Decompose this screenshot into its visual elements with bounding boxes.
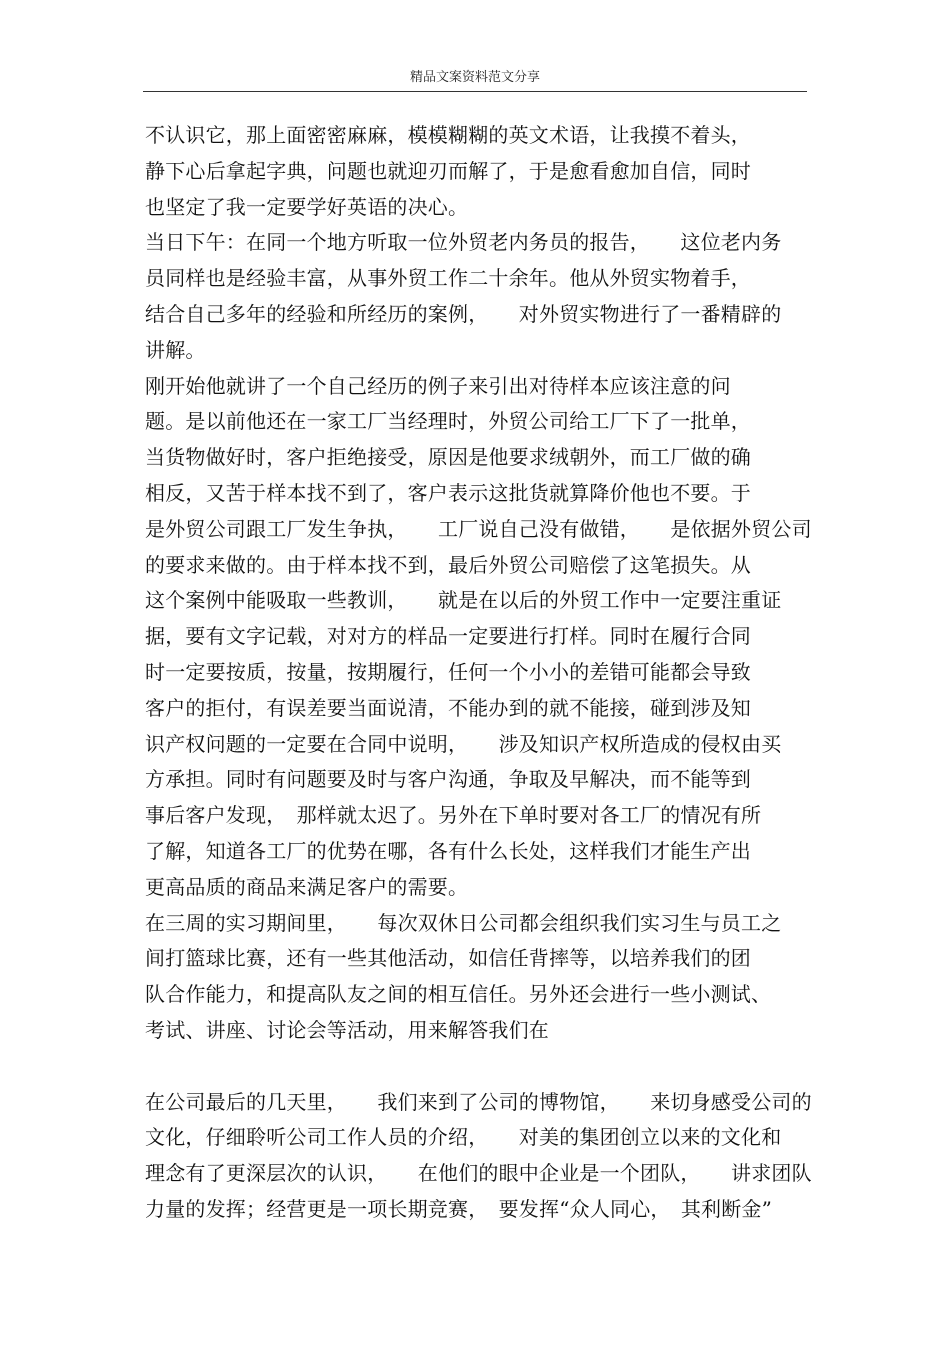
text-line: 静下心后拿起字典，问题也就迎刃而解了，于是愈看愈加自信，同时 bbox=[145, 158, 751, 183]
text-line: 在三周的实习期间里， 每次双休日公司都会组织我们实习生与员工之 bbox=[145, 910, 782, 935]
text-line: 识产权问题的一定要在合同中说明， 涉及知识产权所造成的侵权由买 bbox=[145, 731, 782, 756]
text-line: 队合作能力，和提高队友之间的相互信任。另外还会进行一些小测试、 bbox=[145, 982, 772, 1007]
text-line: 事后客户发现， 那样就太迟了。另外在下单时要对各工厂的情况有所 bbox=[145, 803, 762, 828]
text-line: 当货物做好时，客户拒绝接受，原因是他要求绒朝外，而工厂做的确 bbox=[145, 445, 751, 470]
text-line: 不认识它，那上面密密麻麻，模模糊糊的英文术语，让我摸不着头， bbox=[145, 123, 751, 147]
text-line: 时一定要按质，按量，按期履行，任何一个小小的差错可能都会导致 bbox=[145, 659, 751, 684]
text-line: 的要求来做的。由于样本找不到，最后外贸公司赔偿了这笔损失。从 bbox=[145, 552, 751, 577]
text-line: 相反，又苦于样本找不到了，客户表示这批货就算降价他也不要。于 bbox=[145, 480, 751, 505]
text-line: 刚开始他就讲了一个自己经历的例子来引出对待样本应该注意的问 bbox=[145, 373, 731, 398]
text-line: 是外贸公司跟工厂发生争执， 工厂说自己没有做错， 是依据外贸公司 bbox=[145, 516, 812, 541]
text-line: 题。是以前他还在一家工厂当经理时，外贸公司给工厂下了一批单， bbox=[145, 409, 751, 434]
text-line: 更高品质的商品来满足客户的需要。 bbox=[145, 874, 469, 899]
text-line: 考试、讲座、讨论会等活动，用来解答我们在 bbox=[145, 1017, 549, 1042]
page-header: 精品文案资料范文分享 bbox=[409, 70, 540, 85]
text-line: 了解，知道各工厂的优势在哪，各有什么长处，这样我们才能生产出 bbox=[145, 838, 751, 863]
text-line: 理念有了更深层次的认识， 在他们的眼中企业是一个团队， 讲求团队 bbox=[145, 1161, 812, 1186]
document-body bbox=[145, 118, 815, 1228]
text-line: 在公司最后的几天里， 我们来到了公司的博物馆， 来切身感受公司的 bbox=[145, 1089, 812, 1114]
text-line: 力量的发挥；经营更是一项长期竞赛， 要发挥“众人同心， 其利断金” bbox=[145, 1196, 773, 1221]
text-line: 间打篮球比赛，还有一些其他活动，如信任背摔等，以培养我们的团 bbox=[145, 946, 751, 971]
text-line: 据，要有文字记载，对对方的样品一定要进行打样。同时在履行合同 bbox=[145, 624, 751, 649]
text-line: 客户的拒付，有误差要当面说清，不能办到的就不能接，碰到涉及知 bbox=[145, 695, 751, 720]
text-line: 这个案例中能吸取一些教训， 就是在以后的外贸工作中一定要注重证 bbox=[145, 588, 782, 613]
header-divider bbox=[143, 91, 807, 92]
text-line: 讲解。 bbox=[145, 337, 206, 362]
text-line: 方承担。同时有问题要及时与客户沟通，争取及早解决，而不能等到 bbox=[145, 767, 751, 792]
text-line: 当日下午：在同一个地方听取一位外贸老内务员的报告， 这位老内务 bbox=[145, 230, 782, 255]
text-line: 员同样也是经验丰富，从事外贸工作二十余年。他从外贸实物着手， bbox=[145, 266, 751, 291]
blank-line bbox=[145, 1049, 815, 1085]
text-line: 结合自己多年的经验和所经历的案例， 对外贸实物进行了一番精辟的 bbox=[145, 301, 782, 326]
text-line: 文化，仔细聆听公司工作人员的介绍， 对美的集团创立以来的文化和 bbox=[145, 1125, 782, 1150]
text-line: 也坚定了我一定要学好英语的决心。 bbox=[145, 194, 469, 219]
